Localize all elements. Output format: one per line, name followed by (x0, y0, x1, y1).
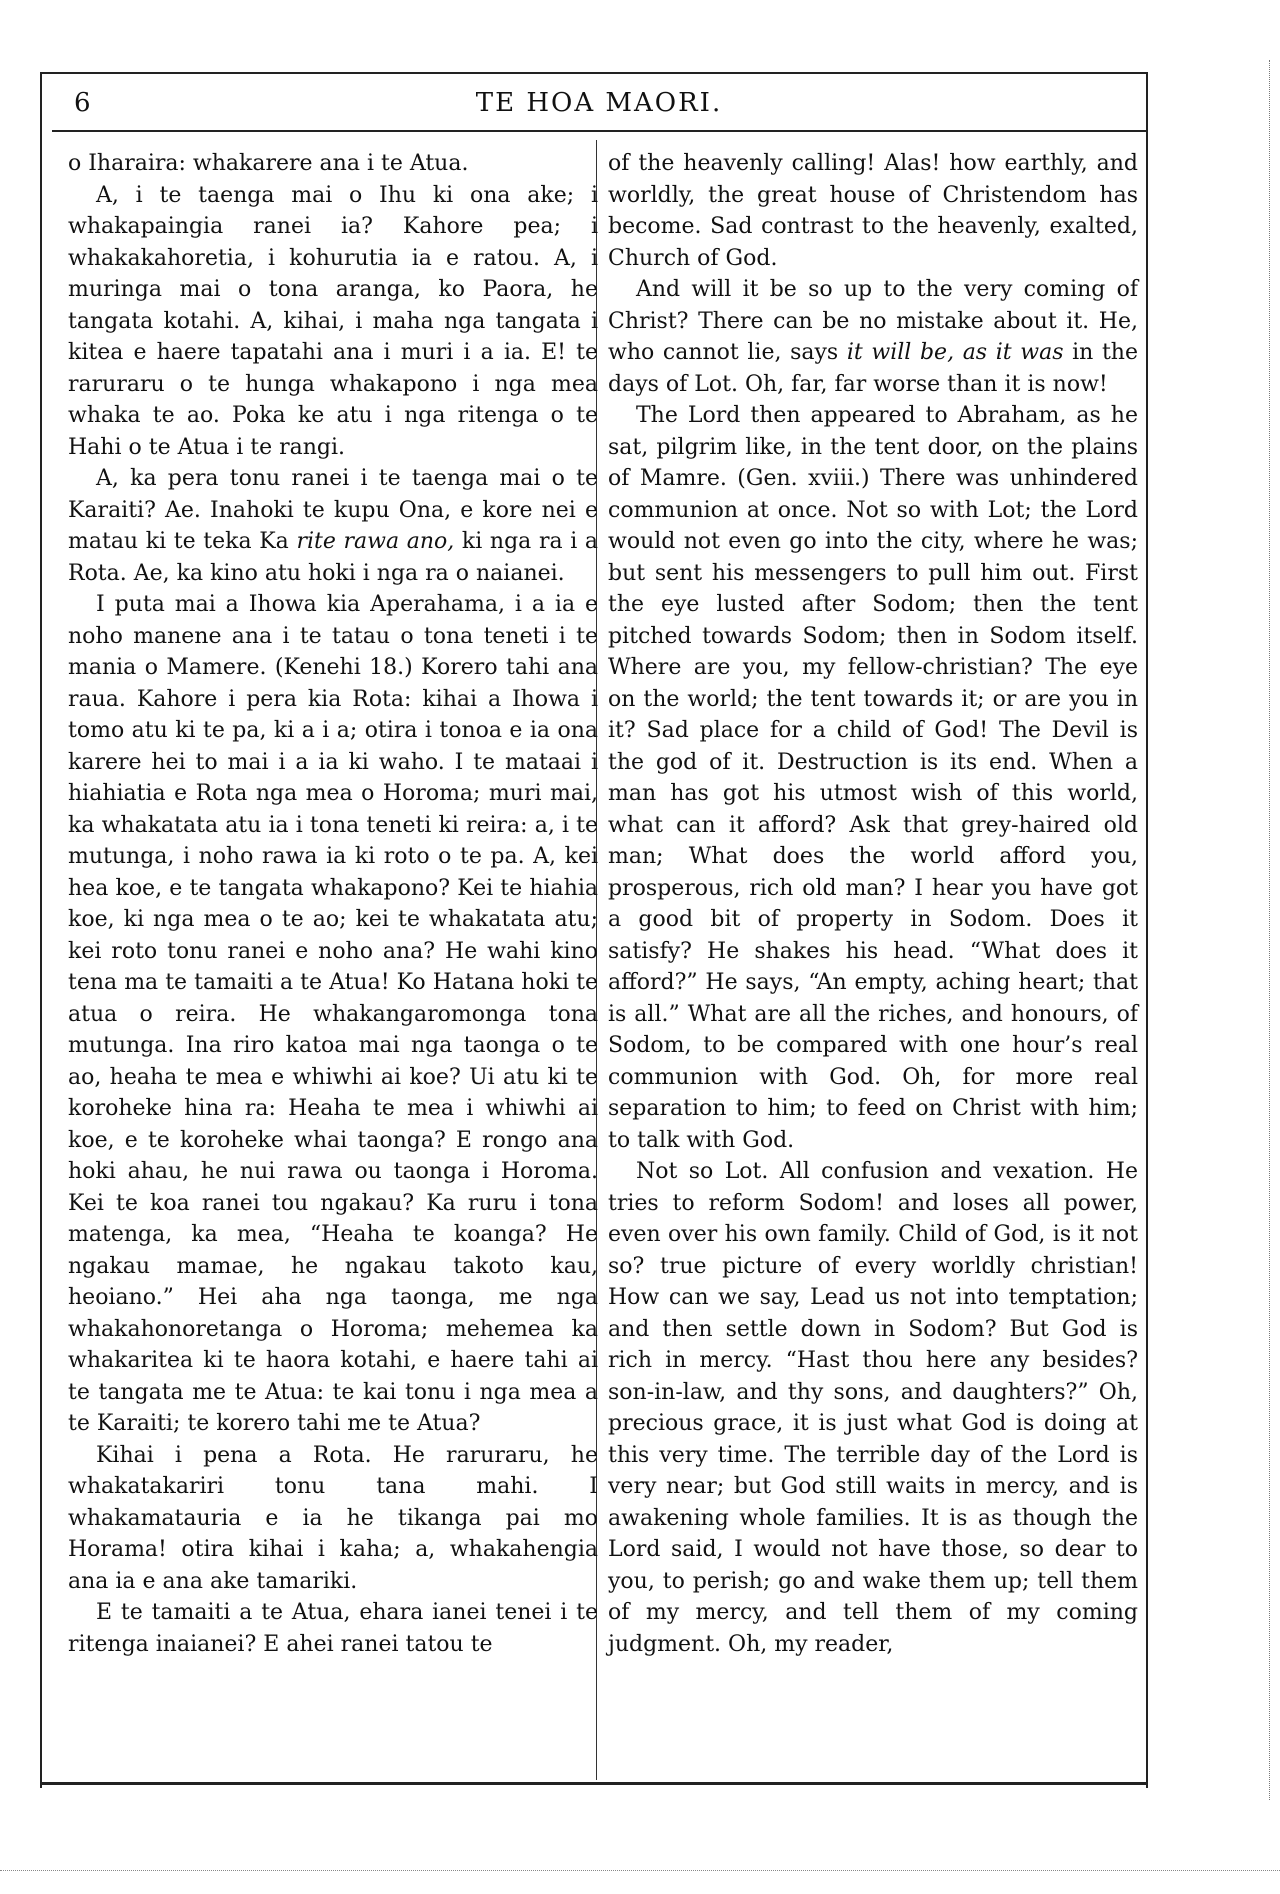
paragraph: I puta mai a Ihowa kia Aperahama, i a ia e noho manene ana i te tatau o tona teneti i te mania o Mamere. (Kenehi 18.) Korero tahi ana raua. Kahore i pera kia Rota: kihai a Ihowa i tomo atu ki te pa, ki a i a; otira i tonoa e ia ona karere hei to mai i a ia ki waho. I te mataai i hiahiatia e Rota nga mea o Horoma; muri mai, ka whakatata atu ia i tona teneti ki reira: a, i te mutunga, i noho rawa ia ki roto o te pa. A, kei hea koe, e te tangata whakapono? Kei te hiahia koe, ki nga mea o te ao; kei te whakatata atu; kei roto tonu ranei e noho ana? He wahi kino tena ma te tamaiti a te Atua! Ko Hatana hoki te atua o reira. He whakangaromonga tona mutunga. Ina riro katoa mai nga taonga o te ao, heaha te mea e whiwhi ai koe? Ui atu ki te koroheke hina ra: Heaha te mea i whiwhi ai koe, e te koroheke whai taonga? E rongo ana hoki ahau, he nui rawa ou taonga i Horoma. Kei te koa ranei tou ngakau? Ka ruru i tona matenga, ka mea, “Heaha te koanga? He ngakau mamae, he ngakau takoto kau, heoiano.” Hei aha nga taonga, me nga whakahonoretanga o Horoma; mehemea ka whakaritea ki te haora kotahi, e haere tahi ai te tangata me te Atua: te kai tonu i nga mea a te Karaiti; te korero tahi me te Atua? (68, 592, 598, 1436)
left-column (68, 148, 598, 1660)
paragraph: Kihai i pena a Rota. He raruraru, he whakatakariri tonu tana mahi. I whakamatauria e ia he tikanga pai mo Horama! otira kihai i kaha; a, whakahengia ana ia e ana ake tamariki. (68, 1442, 598, 1594)
paragraph-text: Ka (259, 529, 289, 554)
bottom-edge-marks (0, 1870, 1280, 1871)
paragraph: The Lord then appeared to Abraham, as he sat, pilgrim like, in the tent door, on the plains of Mamre. (Gen. xviii.) There was unhindered communion at once. Not so with Lot; the Lord would not even go into the city, where he was; but sent his messengers to pull him out. First the eye lusted after Sodom; then the tent pitched towards Sodom; then in Sodom itself. Where are you, my fellow-christian? The eye on the world; the tent towards it; or are you in it? Sad place for a child of God! The Devil is the god of it. Destruction is its end. When a man has got his utmost wish of this world, what can it afford? Ask that grey-haired old man; What does the world afford you, prosperous, rich old man? I hear you have got a good bit of property in Sodom. Does it satisfy? He shakes his head. “What does it afford?” He says, “An empty, aching heart; that is all.” What are all the riches, and honours, of Sodom, to be compared with one hour’s real communion with God. Oh, for more real separation to him; to feed on Christ with him; to talk with God. (608, 403, 1138, 1153)
paragraph-text: A, ka pera tonu ranei i te taenga mai o te Karaiti? Ae. Inahoki te kupu Ona, e kore nei e matau ki te teka (68, 466, 598, 554)
right-column (608, 148, 1138, 1660)
paragraph-text: in the days of Lot. Oh, far, far worse than it is now! (608, 340, 1138, 397)
paragraph-text: And will it be so up to the very coming of Christ? There can be no mistake about it. He, who cannot lie, says (608, 277, 1138, 365)
italic-quote: rite rawa ano, (296, 529, 455, 554)
page-number: 6 (74, 88, 91, 118)
paragraph: o Iharaira: whakarere ana i te Atua. (68, 151, 469, 176)
italic-quote: it will be, as it was (846, 340, 1064, 365)
paragraph (608, 274, 1138, 400)
page-edge-marks (1261, 60, 1270, 1800)
paragraph (68, 463, 598, 589)
paragraph: A, i te taenga mai o Ihu ki ona ake; i whakapaingia ranei ia? Kahore pea; i whakakahoretia, i kohurutia ia e ratou. A, i muringa mai o tona aranga, ko Paora, he tangata kotahi. A, kihai, i maha nga tangata i kitea e haere tapatahi ana i muri i a ia. E! te raruraru o te hunga whakapono i nga mea whaka te ao. Poka ke atu i nga ritenga o te Hahi o te Atua i te rangi. (68, 182, 598, 460)
bottom-rule (40, 1782, 1148, 1785)
paragraph: E te tamaiti a te Atua, ehara ianei tenei i te ritenga inaianei? E ahei ranei tatou te (68, 1600, 598, 1657)
running-title: TE HOA MAORI. (475, 88, 723, 118)
page-header (52, 84, 1146, 132)
paragraph-text: ki nga ra i a Rota. Ae, ka kino atu hoki i nga ra o naianei. (68, 529, 599, 586)
paragraph: Not so Lot. All confusion and vexation. He tries to reform Sodom! and loses all power, even over his own family. Child of God, is it not so? true picture of every worldly christian! How can we say, Lead us not into temptation; and then settle down in Sodom? But God is rich in mercy. “Hast thou here any besides? son-in-law, and thy sons, and daughters?” Oh, precious grace, it is just what God is doing at this very time. The terrible day of the Lord is very near; but God still waits in mercy, and is awakening whole families. It is as though the Lord said, I would not have those, so dear to you, to perish; go and wake them up; tell them of my mercy, and tell them of my coming judgment. Oh, my reader, (608, 1159, 1138, 1657)
paragraph: of the heavenly calling! Alas! how earthly, and worldly, the great house of Christendom has become. Sad contrast to the heavenly, exalted, Church of God. (608, 151, 1138, 271)
